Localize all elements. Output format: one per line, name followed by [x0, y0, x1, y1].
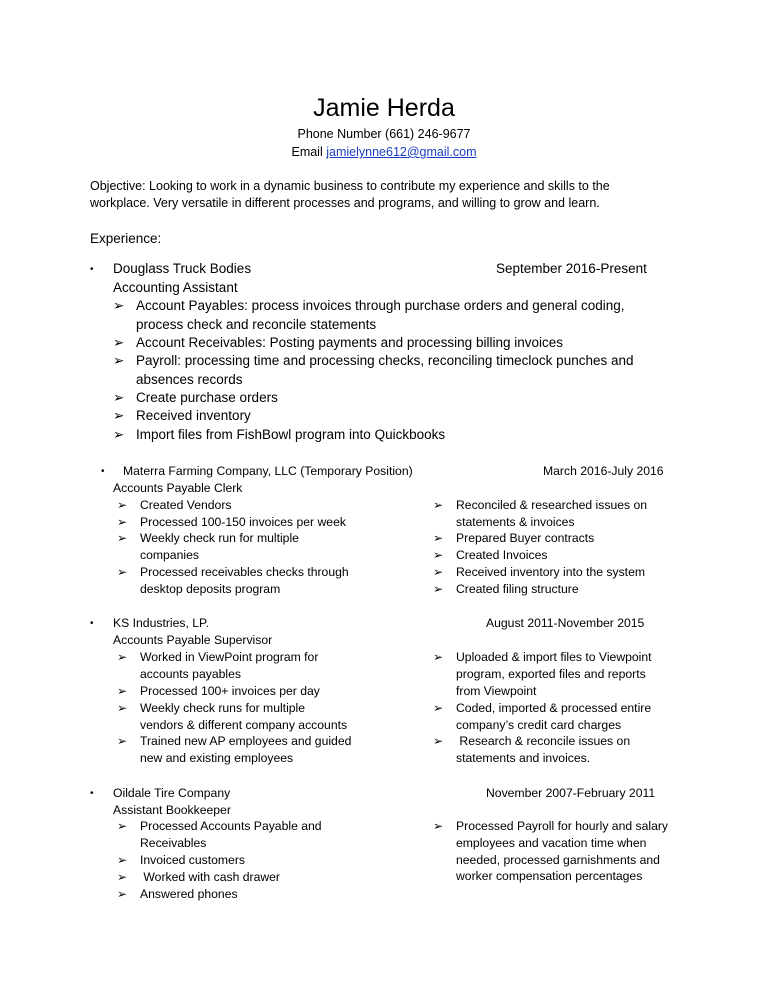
list-item-text: Answered phones — [140, 887, 238, 901]
list-item-text: Weekly check runs for multiple — [140, 701, 306, 715]
list-item-text: Received inventory into the system — [456, 565, 645, 579]
job-dates: August 2011-November 2015 — [486, 616, 645, 630]
arrow-bullet-icon: ➢ — [117, 531, 128, 545]
list-item-text: absences records — [136, 371, 243, 387]
list-item-text: new and existing employees — [140, 750, 294, 765]
arrow-bullet-icon: ➢ — [433, 548, 444, 562]
email-line — [0, 145, 768, 159]
arrow-bullet-icon: ➢ — [113, 335, 125, 350]
list-item-text: companies — [140, 547, 199, 562]
arrow-bullet-icon: ➢ — [117, 887, 128, 901]
list-item-text: Uploaded & import files to Viewpoint — [456, 650, 652, 664]
email-link[interactable]: jamielynne612@gmail.com — [326, 145, 477, 159]
list-item-text: statements & invoices — [456, 514, 575, 529]
list-item-text: Worked with cash drawer — [140, 870, 280, 884]
arrow-bullet-icon: ➢ — [117, 819, 128, 833]
arrow-bullet-icon: ➢ — [113, 298, 125, 313]
arrow-bullet-icon: ➢ — [117, 565, 128, 579]
bullet-icon: • — [101, 466, 105, 477]
list-item-text: vendors & different company accounts — [140, 717, 348, 732]
arrow-bullet-icon: ➢ — [433, 531, 444, 545]
list-item-text: Research & reconcile issues on — [456, 734, 631, 748]
list-item-text: accounts payables — [140, 666, 241, 681]
arrow-bullet-icon: ➢ — [117, 701, 128, 715]
list-item-text: Account Receivables: Posting payments and processing billing invoices — [136, 335, 563, 350]
job-company: KS Industries, LP. — [113, 616, 209, 630]
arrow-bullet-icon: ➢ — [117, 515, 128, 529]
list-item-text: employees and vacation time when — [456, 835, 647, 850]
list-item-text: Processed Accounts Payable and — [140, 819, 322, 833]
list-item-text: Trained new AP employees and guided — [140, 734, 352, 748]
list-item-text: process check and reconcile statements — [136, 316, 377, 332]
bullet-icon: • — [90, 264, 94, 275]
list-item-text: Processed 100-150 invoices per week — [140, 515, 346, 529]
list-item-text: Processed receivables checks through — [140, 565, 349, 579]
arrow-bullet-icon: ➢ — [113, 427, 125, 442]
list-item-text: desktop deposits program — [140, 581, 281, 596]
list-item-text: worker compensation percentages — [456, 869, 643, 884]
arrow-bullet-icon: ➢ — [433, 498, 444, 512]
arrow-bullet-icon: ➢ — [433, 565, 444, 579]
job-company: Oildale Tire Company — [113, 786, 231, 800]
bullet-icon: • — [90, 788, 94, 799]
objective-line-2: workplace. Very versatile in different processes and programs, and willing to grow and learn. — [90, 196, 600, 210]
list-item-text: needed, processed garnishments and — [456, 852, 660, 867]
list-item-text: Reconciled & researched issues on — [456, 498, 648, 512]
arrow-bullet-icon: ➢ — [433, 650, 444, 664]
arrow-bullet-icon: ➢ — [433, 734, 444, 748]
list-item-text: Processed Payroll for hourly and salary — [456, 819, 669, 833]
arrow-bullet-icon: ➢ — [113, 353, 125, 368]
list-item-text: Payroll: processing time and processing checks, reconciling timeclock punches and — [136, 353, 634, 368]
candidate-name: Jamie Herda — [313, 94, 455, 122]
bullet-icon: • — [90, 618, 94, 629]
list-item-text: from Viewpoint — [456, 683, 537, 698]
list-item-text: Account Payables: process invoices through purchase orders and general coding, — [136, 298, 625, 313]
email-label: Email — [291, 145, 323, 159]
job-title: Assistant Bookkeeper — [113, 803, 231, 817]
list-item-text: Coded, imported & processed entire — [456, 701, 652, 715]
arrow-bullet-icon: ➢ — [117, 684, 128, 698]
phone-line: Phone Number (661) 246-9677 — [297, 127, 471, 141]
job-dates: March 2016-July 2016 — [543, 464, 664, 478]
job-dates: September 2016-Present — [496, 261, 647, 276]
list-item-text: Created Invoices — [456, 548, 548, 562]
list-item-text: Worked in ViewPoint program for — [140, 650, 319, 664]
arrow-bullet-icon: ➢ — [117, 853, 128, 867]
list-item-text: Created Vendors — [140, 498, 232, 512]
list-item-text: Create purchase orders — [136, 390, 278, 405]
list-item-text: Import files from FishBowl program into Quickbooks — [136, 427, 446, 442]
experience-heading: Experience: — [90, 231, 162, 246]
arrow-bullet-icon: ➢ — [117, 870, 128, 884]
list-item-text: Weekly check run for multiple — [140, 531, 299, 545]
arrow-bullet-icon: ➢ — [117, 650, 128, 664]
job-title: Accounts Payable Supervisor — [113, 633, 273, 647]
job-title: Accounts Payable Clerk — [113, 481, 243, 495]
arrow-bullet-icon: ➢ — [433, 701, 444, 715]
list-item-text: Prepared Buyer contracts — [456, 531, 595, 545]
objective-line-1: Objective: Looking to work in a dynamic business to contribute my experience and skills to the — [90, 179, 610, 193]
list-item-text: company’s credit card charges — [456, 717, 622, 732]
job-company: Materra Farming Company, LLC (Temporary Position) — [123, 464, 413, 478]
job-dates: November 2007-February 2011 — [486, 786, 656, 800]
arrow-bullet-icon: ➢ — [113, 408, 125, 423]
list-item-text: program, exported files and reports — [456, 666, 646, 681]
list-item-text: Receivables — [140, 835, 207, 850]
list-item-text: Invoiced customers — [140, 853, 245, 867]
list-item-text: Received inventory — [136, 408, 251, 423]
job-company: Douglass Truck Bodies — [113, 261, 252, 276]
list-item-text: statements and invoices. — [456, 750, 591, 765]
list-item-text: Created filing structure — [456, 582, 579, 596]
arrow-bullet-icon: ➢ — [433, 582, 444, 596]
arrow-bullet-icon: ➢ — [117, 498, 128, 512]
arrow-bullet-icon: ➢ — [113, 390, 125, 405]
arrow-bullet-icon: ➢ — [117, 734, 128, 748]
list-item-text: Processed 100+ invoices per day — [140, 684, 320, 698]
arrow-bullet-icon: ➢ — [433, 819, 444, 833]
job-title: Accounting Assistant — [113, 280, 238, 295]
